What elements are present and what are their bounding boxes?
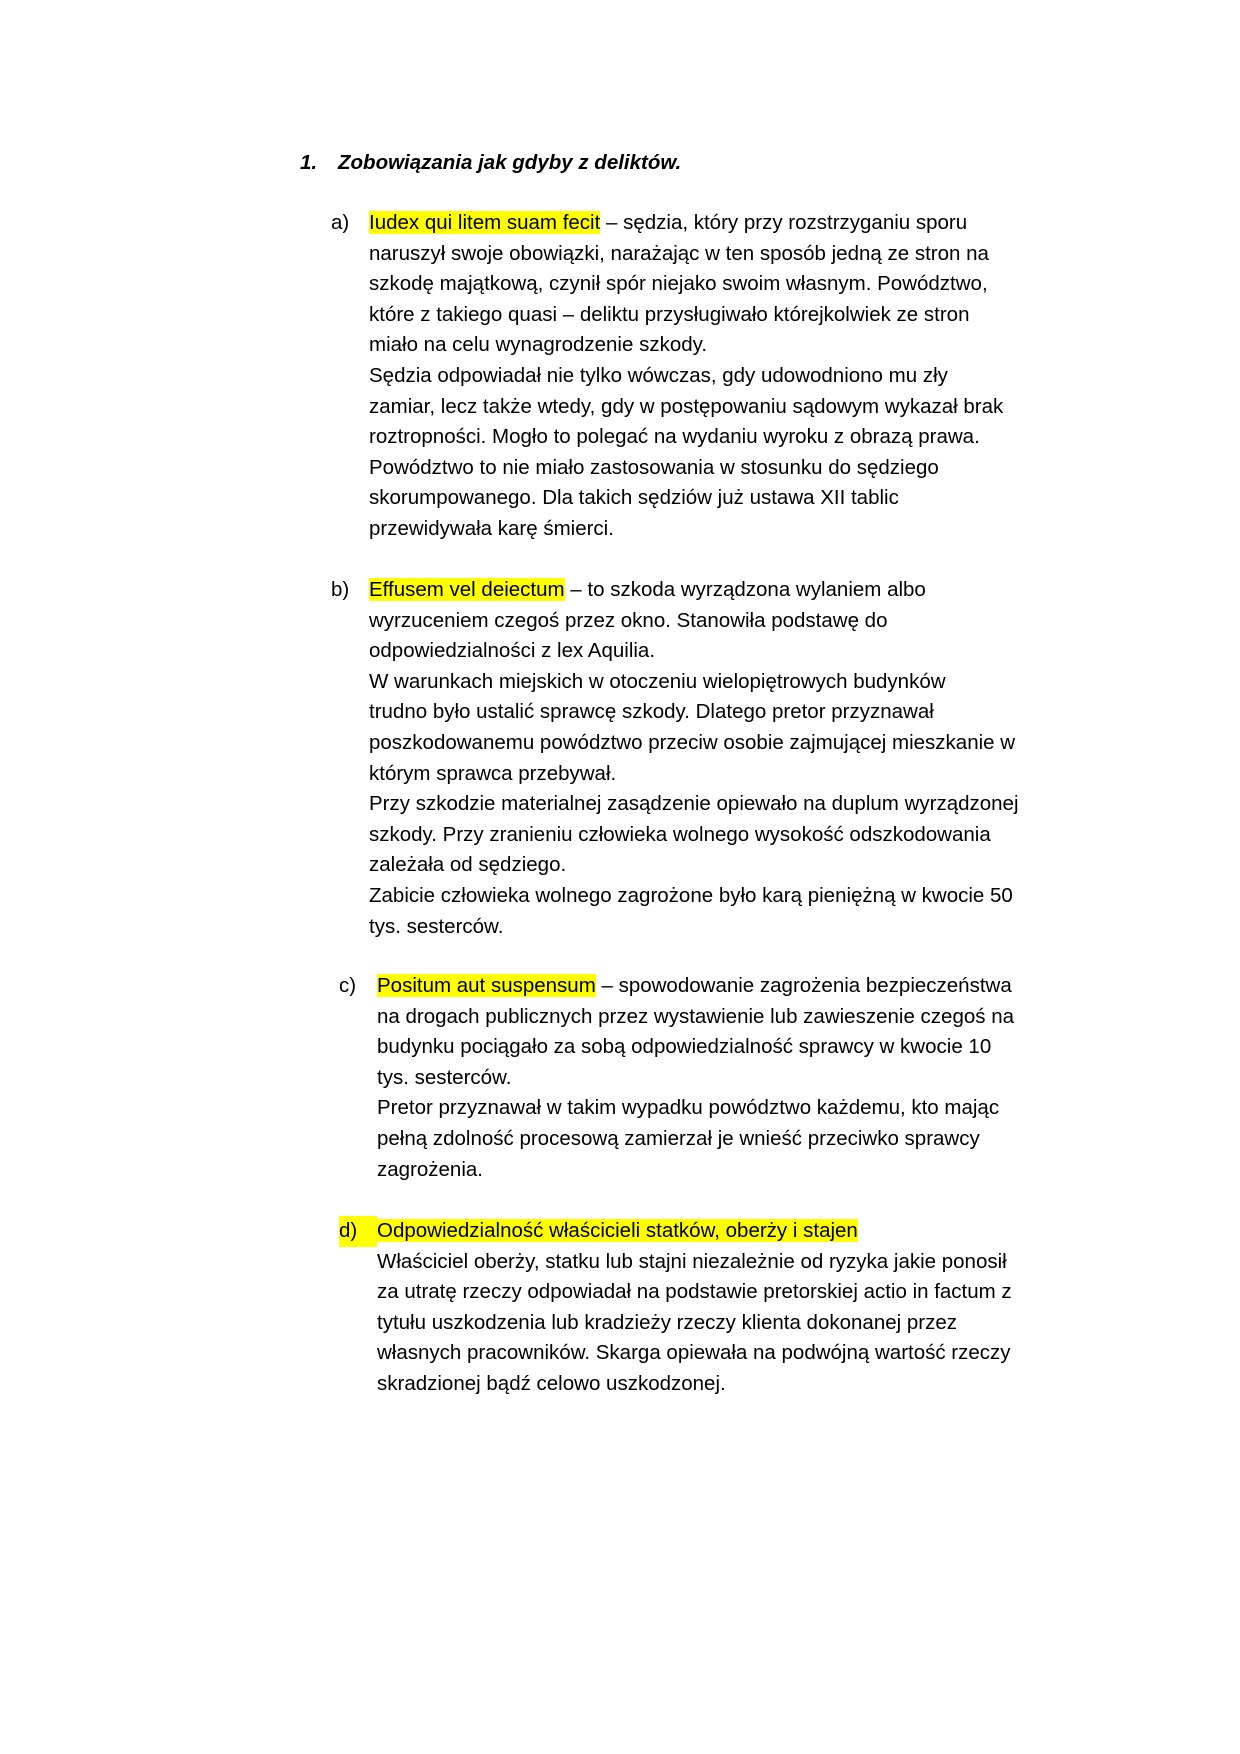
item-first-line <box>377 1216 1012 1247</box>
item-line: szkodę majątkową, czynił spór niejako swoim własnym. Powództwo, <box>369 272 988 296</box>
item-marker: b) <box>331 578 350 601</box>
item-line: roztropności. Mogło to polegać na wydaniu wyroku z obrazą prawa. <box>369 425 980 449</box>
item-line: na drogach publicznych przez wystawienie lub zawieszenie czegoś na <box>377 1004 1014 1028</box>
term-description: – spowodowanie zagrożenia bezpieczeństwa <box>595 974 1012 997</box>
item-line: zależała od sędziego. <box>369 853 567 877</box>
item-line: skradzionej bądź celowo uszkodzonej. <box>377 1371 726 1395</box>
item-line: pełną zdolność procesową zamierzał je wnieść przeciwko sprawcy <box>377 1126 980 1150</box>
item-marker: c) <box>339 974 357 997</box>
term-description: – sędzia, który przy rozstrzyganiu sporu <box>600 211 968 234</box>
item-line: za utratę rzeczy odpowiadał na podstawie pretorskiej actio in factum z <box>377 1280 1012 1304</box>
item-line: budynku pociągało za sobą odpowiedzialność sprawcy w kwocie 10 <box>377 1035 992 1059</box>
highlighted-term: Iudex qui litem suam fecit <box>369 211 601 234</box>
heading-title: Zobowiązania jak gdyby z deliktów. <box>338 151 682 174</box>
item-line: Właściciel oberży, statku lub stajni niezależnie od ryzyka jakie ponosił <box>377 1249 1007 1273</box>
list-item-d <box>339 1216 1012 1400</box>
section-heading <box>300 148 681 178</box>
item-line: odpowiedzialności z lex Aquilia. <box>369 639 656 663</box>
item-first-line <box>369 208 1003 239</box>
item-line: którym sprawca przebywał. <box>369 761 617 785</box>
heading-number: 1. <box>300 151 318 174</box>
item-line: tys. sesterców. <box>369 914 504 938</box>
item-first-line <box>377 971 1014 1002</box>
list-item-b <box>331 575 1019 942</box>
item-line: Przy szkodzie materialnej zasądzenie opiewało na duplum wyrządzonej <box>369 792 1019 816</box>
item-line: miało na celu wynagrodzenie szkody. <box>369 333 708 357</box>
item-line: Powództwo to nie miało zastosowania w stosunku do sędziego <box>369 455 939 479</box>
item-line: tys. sesterców. <box>377 1065 512 1089</box>
item-line: zagrożenia. <box>377 1157 483 1181</box>
item-line: Pretor przyznawał w takim wypadku powództwo każdemu, kto mając <box>377 1096 1000 1120</box>
highlighted-term: Effusem vel deiectum <box>369 578 565 601</box>
item-line: poszkodowanemu powództwo przeciw osobie zajmującej mieszkanie w <box>369 730 1016 754</box>
item-line: które z takiego quasi – deliktu przysługiwało którejkolwiek ze stron <box>369 302 970 326</box>
item-line: naruszył swoje obowiązki, narażając w ten sposób jedną ze stron na <box>369 241 989 265</box>
item-line: wyrzuceniem czegoś przez okno. Stanowiła podstawę do <box>369 608 888 632</box>
item-marker: a) <box>331 211 350 234</box>
item-line: Zabicie człowieka wolnego zagrożone było karą pieniężną w kwocie 50 <box>369 883 1013 907</box>
term-description: – to szkoda wyrządzona wylaniem albo <box>564 578 926 601</box>
item-line: W warunkach miejskich w otoczeniu wielopiętrowych budynków <box>369 669 946 693</box>
item-line: szkody. Przy zranieniu człowieka wolnego wysokość odszkodowania <box>369 822 991 846</box>
item-line: trudno było ustalić sprawcę szkody. Dlatego pretor przyznawał <box>369 700 934 724</box>
item-line: Sędzia odpowiadał nie tylko wówczas, gdy udowodniono mu zły <box>369 363 948 387</box>
item-first-line <box>369 575 1019 606</box>
highlighted-term: Odpowiedzialność właścicieli statków, oberży i stajen <box>377 1219 858 1242</box>
item-line: własnych pracowników. Skarga opiewała na podwójną wartość rzeczy <box>377 1341 1011 1365</box>
item-line: przewidywała karę śmierci. <box>369 516 614 540</box>
highlighted-term: Positum aut suspensum <box>377 974 596 997</box>
item-line: zamiar, lecz także wtedy, gdy w postępowaniu sądowym wykazał brak <box>369 394 1004 418</box>
item-line: skorumpowanego. Dla takich sędziów już ustawa XII tablic <box>369 486 899 510</box>
item-marker: d) <box>339 1216 377 1247</box>
list-item-c <box>339 971 1014 1185</box>
list-item-a <box>331 208 1004 545</box>
item-line: tytułu uszkodzenia lub kradzieży rzeczy klienta dokonanej przez <box>377 1310 957 1334</box>
